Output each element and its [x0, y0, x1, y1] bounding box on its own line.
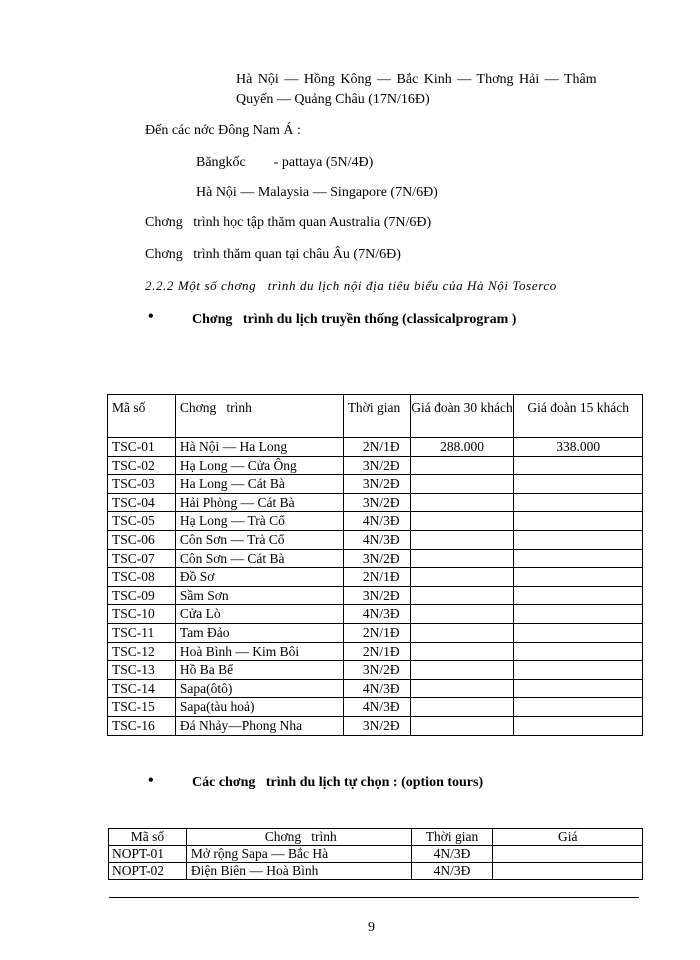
cell-program: Ha Long — Cát Bà	[175, 475, 343, 494]
cell-program: Sầm Sơn	[175, 586, 343, 605]
cell-price-a	[410, 493, 514, 512]
cell-price-a	[493, 863, 643, 880]
table-row	[108, 586, 643, 605]
cell-duration: 3N/2Đ	[343, 716, 410, 735]
header-code: Mã số	[109, 829, 187, 846]
cell-price-b	[514, 475, 643, 494]
cell-program: Hạ Long — Trà Cổ	[175, 512, 343, 531]
intro-line-7: Chơng trình thăm quan tại châu Âu (7N/6Đ)	[145, 247, 401, 262]
cell-code: TSC-13	[108, 661, 176, 680]
cell-price-b	[514, 642, 643, 661]
option-tours-table	[108, 828, 643, 880]
cell-code: NOPT-02	[109, 863, 187, 880]
cell-price-b	[514, 530, 643, 549]
cell-duration: 3N/2Đ	[343, 456, 410, 475]
cell-code: TSC-06	[108, 530, 176, 549]
cell-program: Hạ Long — Cửa Ông	[175, 456, 343, 475]
cell-price-b	[514, 698, 643, 717]
intro-line-5: Hà Nội — Malaysia — Singapore (7N/6Đ)	[196, 185, 438, 200]
cell-duration: 4N/3Đ	[411, 863, 493, 880]
intro-line-6: Chơng trình học tập thăm quan Australia (7N/6Đ)	[145, 215, 432, 230]
cell-program: Tam Đảo	[175, 623, 343, 642]
classical-program-table	[107, 394, 643, 736]
cell-duration: 3N/2Đ	[343, 475, 410, 494]
table-row	[108, 698, 643, 717]
table-row	[108, 605, 643, 624]
cell-duration: 3N/2Đ	[343, 661, 410, 680]
cell-price-a	[410, 549, 514, 568]
cell-price-a	[410, 530, 514, 549]
header-price-30: Giá đoàn 30 khách	[410, 395, 514, 438]
header-price-15: Giá đoàn 15 khách	[514, 395, 643, 438]
cell-price-b	[514, 549, 643, 568]
cell-price-b	[514, 679, 643, 698]
cell-price-a	[410, 568, 514, 587]
table-header-row	[109, 829, 643, 846]
cell-duration: 4N/3Đ	[343, 512, 410, 531]
cell-price-b	[514, 512, 643, 531]
classical-program-title: Chơng trình du lịch truyền thống (classicalprogram )	[192, 312, 517, 327]
cell-code: TSC-01	[108, 438, 176, 457]
cell-program: Hải Phòng — Cát Bà	[175, 493, 343, 512]
cell-code: TSC-09	[108, 586, 176, 605]
table-row	[108, 456, 643, 475]
cell-code: TSC-02	[108, 456, 176, 475]
table-row	[108, 716, 643, 735]
cell-duration: 4N/3Đ	[343, 605, 410, 624]
header-price: Giá	[493, 829, 643, 846]
cell-price-a	[410, 512, 514, 531]
cell-duration: 4N/3Đ	[411, 846, 493, 863]
cell-code: TSC-10	[108, 605, 176, 624]
option-tours-title: Các chơng trình du lịch tự chọn : (option tours)	[192, 775, 484, 790]
cell-price-a	[410, 661, 514, 680]
cell-price-a: 288.000	[410, 438, 514, 457]
cell-price-a	[410, 456, 514, 475]
cell-price-b	[514, 716, 643, 735]
header-program: Chơng trình	[186, 829, 411, 846]
cell-program: Côn Sơn — Cát Bà	[175, 549, 343, 568]
cell-price-b	[514, 586, 643, 605]
cell-duration: 2N/1Đ	[343, 438, 410, 457]
cell-price-b	[514, 661, 643, 680]
cell-program: Đá Nhảy—Phong Nha	[175, 716, 343, 735]
table-row	[109, 863, 643, 880]
table-row	[108, 623, 643, 642]
intro-line-3: Đến các nớc Đông Nam Á :	[145, 123, 301, 138]
cell-code: TSC-16	[108, 716, 176, 735]
table-header-row	[108, 395, 643, 438]
cell-price-a	[410, 623, 514, 642]
bullet-icon: •	[148, 772, 154, 789]
cell-duration: 3N/2Đ	[343, 493, 410, 512]
cell-price-b	[514, 605, 643, 624]
intro-line-2: Quyến — Quảng Châu (17N/16Đ)	[236, 92, 430, 107]
cell-duration: 2N/1Đ	[343, 568, 410, 587]
cell-duration: 2N/1Đ	[343, 623, 410, 642]
cell-program: Đồ Sơ	[175, 568, 343, 587]
intro-line-1: Hà Nội — Hồng Kông — Bắc Kinh — Thơng Hải — Thâm	[236, 72, 597, 87]
table-row	[108, 438, 643, 457]
table-row	[108, 679, 643, 698]
cell-duration: 3N/2Đ	[343, 549, 410, 568]
cell-price-b	[514, 456, 643, 475]
cell-code: TSC-14	[108, 679, 176, 698]
header-duration: Thời gian	[343, 395, 410, 438]
cell-code: TSC-07	[108, 549, 176, 568]
table-row	[108, 493, 643, 512]
table-row	[108, 568, 643, 587]
cell-program: Điện Biên — Hoà Bình	[186, 863, 411, 880]
cell-price-a	[493, 846, 643, 863]
cell-duration: 4N/3Đ	[343, 698, 410, 717]
cell-program: Mở rộng Sapa — Bắc Hà	[186, 846, 411, 863]
cell-code: TSC-08	[108, 568, 176, 587]
cell-price-a	[410, 605, 514, 624]
cell-program: Cửa Lò	[175, 605, 343, 624]
cell-program: Hoà Bình — Kim Bôi	[175, 642, 343, 661]
page-number: 9	[368, 920, 375, 935]
cell-price-a	[410, 642, 514, 661]
cell-duration: 3N/2Đ	[343, 586, 410, 605]
cell-price-a	[410, 475, 514, 494]
footer-divider	[109, 897, 639, 898]
cell-duration: 4N/3Đ	[343, 679, 410, 698]
cell-code: TSC-15	[108, 698, 176, 717]
cell-price-b	[514, 493, 643, 512]
cell-program: Sapa(tàu hoả)	[175, 698, 343, 717]
table-row	[108, 549, 643, 568]
cell-duration: 4N/3Đ	[343, 530, 410, 549]
cell-price-a	[410, 679, 514, 698]
cell-price-a	[410, 586, 514, 605]
cell-code: TSC-11	[108, 623, 176, 642]
intro-line-4: Băngkốc - pattaya (5N/4Đ)	[196, 155, 374, 170]
cell-program: Sapa(ôtô)	[175, 679, 343, 698]
table-row	[108, 530, 643, 549]
cell-duration: 2N/1Đ	[343, 642, 410, 661]
cell-price-b	[514, 623, 643, 642]
header-duration: Thời gian	[411, 829, 493, 846]
table-row	[109, 846, 643, 863]
cell-code: TSC-05	[108, 512, 176, 531]
cell-price-a	[410, 716, 514, 735]
bullet-icon: •	[148, 308, 154, 325]
section-heading: 2.2.2 Một số chơng trình du lịch nội địa tiêu biểu của Hà Nội Toserco	[145, 278, 557, 293]
header-program: Chơng trình	[175, 395, 343, 438]
header-code: Mã số	[108, 395, 176, 438]
cell-program: Côn Sơn — Trà Cổ	[175, 530, 343, 549]
cell-price-b: 338.000	[514, 438, 643, 457]
cell-price-b	[514, 568, 643, 587]
cell-program: Hồ Ba Bể	[175, 661, 343, 680]
table-row	[108, 512, 643, 531]
cell-price-a	[410, 698, 514, 717]
cell-code: TSC-04	[108, 493, 176, 512]
cell-program: Hà Nội — Ha Long	[175, 438, 343, 457]
table-row	[108, 661, 643, 680]
cell-code: TSC-03	[108, 475, 176, 494]
cell-code: TSC-12	[108, 642, 176, 661]
table-row	[108, 475, 643, 494]
cell-code: NOPT-01	[109, 846, 187, 863]
table-row	[108, 642, 643, 661]
